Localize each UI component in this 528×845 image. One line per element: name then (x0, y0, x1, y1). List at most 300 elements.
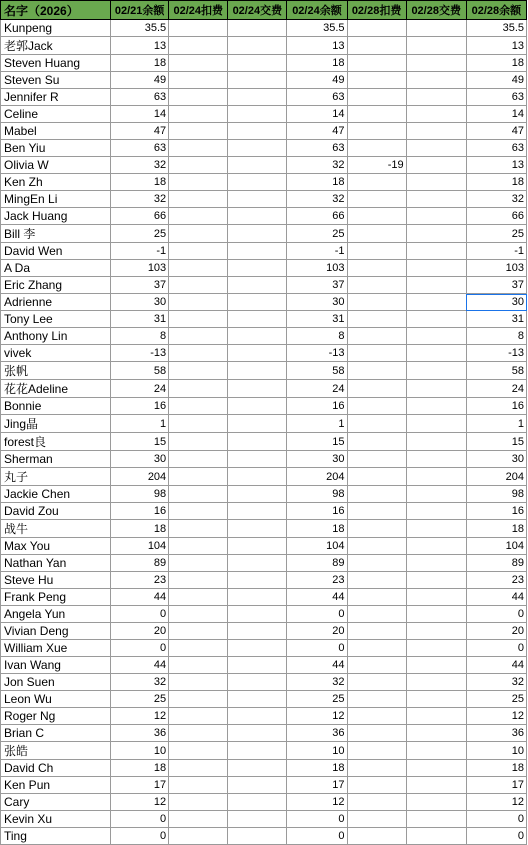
cell-0228-balance[interactable]: 8 (466, 328, 526, 345)
cell-0228-balance[interactable]: 15 (466, 433, 526, 451)
cell-0228-charge[interactable] (347, 657, 406, 674)
cell-0224-balance[interactable]: 13 (287, 37, 347, 55)
cell-0228-payment[interactable] (406, 55, 466, 72)
cell-0228-balance[interactable]: 13 (466, 37, 526, 55)
cell-0224-charge[interactable] (169, 157, 228, 174)
cell-0224-payment[interactable] (228, 433, 287, 451)
cell-name[interactable]: Olivia W (1, 157, 111, 174)
cell-name[interactable]: 丸子 (1, 468, 111, 486)
cell-0224-charge[interactable] (169, 657, 228, 674)
cell-0228-balance[interactable]: 23 (466, 572, 526, 589)
cell-name[interactable]: Kunpeng (1, 20, 111, 37)
cell-0228-charge[interactable] (347, 260, 406, 277)
cell-0224-balance[interactable]: 37 (287, 277, 347, 294)
cell-0221-balance[interactable]: 13 (111, 37, 169, 55)
cell-0224-balance[interactable]: 18 (287, 520, 347, 538)
cell-0228-charge[interactable] (347, 572, 406, 589)
header-name[interactable]: 名字（2026） (1, 1, 111, 20)
cell-0221-balance[interactable]: 44 (111, 589, 169, 606)
cell-name[interactable]: Jing晶 (1, 415, 111, 433)
cell-0228-payment[interactable] (406, 260, 466, 277)
cell-name[interactable]: Kevin Xu (1, 811, 111, 828)
cell-name[interactable]: David Zou (1, 503, 111, 520)
cell-0228-balance[interactable]: 204 (466, 468, 526, 486)
cell-0224-payment[interactable] (228, 106, 287, 123)
cell-0224-payment[interactable] (228, 415, 287, 433)
cell-0224-charge[interactable] (169, 777, 228, 794)
cell-0224-charge[interactable] (169, 20, 228, 37)
cell-0228-balance[interactable]: 32 (466, 674, 526, 691)
cell-0224-balance[interactable]: 63 (287, 140, 347, 157)
cell-name[interactable]: Ken Zh (1, 174, 111, 191)
cell-0224-balance[interactable]: 14 (287, 106, 347, 123)
cell-0221-balance[interactable]: 16 (111, 398, 169, 415)
cell-0224-payment[interactable] (228, 398, 287, 415)
cell-0228-payment[interactable] (406, 742, 466, 760)
cell-0224-charge[interactable] (169, 362, 228, 380)
cell-0224-payment[interactable] (228, 260, 287, 277)
header-0224-payment[interactable]: 02/24交费 (228, 1, 287, 20)
cell-0228-balance[interactable]: 16 (466, 503, 526, 520)
cell-0228-payment[interactable] (406, 503, 466, 520)
cell-name[interactable]: Ivan Wang (1, 657, 111, 674)
cell-0224-balance[interactable]: 1 (287, 415, 347, 433)
cell-name[interactable]: Jackie Chen (1, 486, 111, 503)
cell-0224-balance[interactable]: 18 (287, 174, 347, 191)
cell-0228-payment[interactable] (406, 294, 466, 311)
cell-0228-charge[interactable] (347, 468, 406, 486)
cell-0228-payment[interactable] (406, 345, 466, 362)
cell-name[interactable]: 老郭Jack (1, 37, 111, 55)
cell-0228-charge[interactable] (347, 742, 406, 760)
cell-0228-balance[interactable]: 49 (466, 72, 526, 89)
cell-0228-charge[interactable] (347, 486, 406, 503)
cell-0228-balance[interactable]: 58 (466, 362, 526, 380)
cell-0221-balance[interactable]: 47 (111, 123, 169, 140)
cell-0228-charge[interactable] (347, 433, 406, 451)
cell-0221-balance[interactable]: 18 (111, 760, 169, 777)
cell-name[interactable]: Cary (1, 794, 111, 811)
cell-name[interactable]: David Ch (1, 760, 111, 777)
cell-0221-balance[interactable]: 0 (111, 811, 169, 828)
cell-0221-balance[interactable]: 66 (111, 208, 169, 225)
cell-name[interactable]: Eric Zhang (1, 277, 111, 294)
cell-0221-balance[interactable]: 31 (111, 311, 169, 328)
cell-0224-balance[interactable]: 0 (287, 828, 347, 845)
cell-0224-balance[interactable]: 31 (287, 311, 347, 328)
cell-0224-charge[interactable] (169, 311, 228, 328)
cell-0228-payment[interactable] (406, 37, 466, 55)
cell-name[interactable]: Tony Lee (1, 311, 111, 328)
cell-0221-balance[interactable]: 204 (111, 468, 169, 486)
cell-name[interactable]: Anthony Lin (1, 328, 111, 345)
cell-0224-balance[interactable]: 204 (287, 468, 347, 486)
cell-0228-balance[interactable]: 31 (466, 311, 526, 328)
cell-0224-charge[interactable] (169, 828, 228, 845)
cell-0224-balance[interactable]: 49 (287, 72, 347, 89)
cell-0224-payment[interactable] (228, 140, 287, 157)
cell-name[interactable]: Bill 李 (1, 225, 111, 243)
cell-0228-charge[interactable]: -19 (347, 157, 406, 174)
cell-0224-payment[interactable] (228, 362, 287, 380)
cell-name[interactable]: Frank Peng (1, 589, 111, 606)
cell-0228-charge[interactable] (347, 794, 406, 811)
cell-name[interactable]: Bonnie (1, 398, 111, 415)
cell-0228-charge[interactable] (347, 640, 406, 657)
cell-0221-balance[interactable]: 24 (111, 380, 169, 398)
cell-0224-payment[interactable] (228, 691, 287, 708)
cell-name[interactable]: Jon Suen (1, 674, 111, 691)
cell-0228-payment[interactable] (406, 538, 466, 555)
cell-0224-payment[interactable] (228, 640, 287, 657)
cell-0228-payment[interactable] (406, 777, 466, 794)
cell-0224-balance[interactable]: 32 (287, 157, 347, 174)
cell-0221-balance[interactable]: 10 (111, 742, 169, 760)
cell-0224-charge[interactable] (169, 140, 228, 157)
cell-0224-charge[interactable] (169, 294, 228, 311)
cell-0228-balance[interactable]: 47 (466, 123, 526, 140)
cell-0224-balance[interactable]: 18 (287, 760, 347, 777)
cell-0228-balance[interactable]: 37 (466, 277, 526, 294)
cell-0224-balance[interactable]: 66 (287, 208, 347, 225)
cell-0224-balance[interactable]: 58 (287, 362, 347, 380)
cell-0224-balance[interactable]: 98 (287, 486, 347, 503)
cell-0224-payment[interactable] (228, 208, 287, 225)
cell-0228-charge[interactable] (347, 674, 406, 691)
cell-0224-payment[interactable] (228, 742, 287, 760)
cell-name[interactable]: Angela Yun (1, 606, 111, 623)
cell-0224-balance[interactable]: -13 (287, 345, 347, 362)
cell-name[interactable]: 战牛 (1, 520, 111, 538)
cell-0221-balance[interactable]: 0 (111, 640, 169, 657)
cell-0224-payment[interactable] (228, 760, 287, 777)
cell-0224-charge[interactable] (169, 174, 228, 191)
cell-0224-payment[interactable] (228, 828, 287, 845)
cell-name[interactable]: Roger Ng (1, 708, 111, 725)
cell-0228-payment[interactable] (406, 328, 466, 345)
cell-0224-charge[interactable] (169, 72, 228, 89)
cell-0224-payment[interactable] (228, 486, 287, 503)
cell-0224-balance[interactable]: 23 (287, 572, 347, 589)
cell-0228-payment[interactable] (406, 415, 466, 433)
cell-0224-charge[interactable] (169, 811, 228, 828)
cell-0221-balance[interactable]: 35.5 (111, 20, 169, 37)
cell-0221-balance[interactable]: 12 (111, 708, 169, 725)
cell-name[interactable]: Steven Huang (1, 55, 111, 72)
cell-0224-payment[interactable] (228, 555, 287, 572)
cell-0221-balance[interactable]: 103 (111, 260, 169, 277)
cell-0228-charge[interactable] (347, 328, 406, 345)
cell-0224-payment[interactable] (228, 811, 287, 828)
cell-name[interactable]: 张帆 (1, 362, 111, 380)
cell-name[interactable]: Max You (1, 538, 111, 555)
cell-0224-charge[interactable] (169, 708, 228, 725)
cell-0224-charge[interactable] (169, 37, 228, 55)
cell-0228-charge[interactable] (347, 538, 406, 555)
cell-0228-balance[interactable]: -1 (466, 243, 526, 260)
cell-0228-charge[interactable] (347, 140, 406, 157)
cell-0224-payment[interactable] (228, 572, 287, 589)
cell-0228-charge[interactable] (347, 589, 406, 606)
header-0228-payment[interactable]: 02/28交费 (406, 1, 466, 20)
cell-0224-payment[interactable] (228, 174, 287, 191)
cell-0228-charge[interactable] (347, 191, 406, 208)
cell-0228-payment[interactable] (406, 225, 466, 243)
cell-0224-charge[interactable] (169, 742, 228, 760)
cell-name[interactable]: Celine (1, 106, 111, 123)
cell-0224-balance[interactable]: 0 (287, 606, 347, 623)
cell-0228-payment[interactable] (406, 123, 466, 140)
cell-0228-balance[interactable]: 18 (466, 520, 526, 538)
cell-0228-payment[interactable] (406, 451, 466, 468)
cell-name[interactable]: Steve Hu (1, 572, 111, 589)
cell-0228-payment[interactable] (406, 811, 466, 828)
cell-name[interactable]: Ting (1, 828, 111, 845)
cell-0228-charge[interactable] (347, 451, 406, 468)
cell-0221-balance[interactable]: 0 (111, 828, 169, 845)
cell-0221-balance[interactable]: 25 (111, 225, 169, 243)
cell-0228-charge[interactable] (347, 72, 406, 89)
cell-0221-balance[interactable]: 30 (111, 451, 169, 468)
cell-0224-payment[interactable] (228, 623, 287, 640)
cell-0224-balance[interactable]: 89 (287, 555, 347, 572)
cell-0221-balance[interactable]: 32 (111, 674, 169, 691)
cell-0224-charge[interactable] (169, 328, 228, 345)
cell-0224-charge[interactable] (169, 760, 228, 777)
cell-0228-balance[interactable]: 35.5 (466, 20, 526, 37)
cell-0224-payment[interactable] (228, 89, 287, 106)
cell-0228-balance[interactable]: 1 (466, 415, 526, 433)
cell-0228-charge[interactable] (347, 828, 406, 845)
cell-0228-payment[interactable] (406, 433, 466, 451)
cell-0228-charge[interactable] (347, 123, 406, 140)
cell-name[interactable]: vivek (1, 345, 111, 362)
header-0224-balance[interactable]: 02/24余额 (287, 1, 347, 20)
cell-name[interactable]: Ben Yiu (1, 140, 111, 157)
cell-0224-charge[interactable] (169, 606, 228, 623)
cell-0224-payment[interactable] (228, 55, 287, 72)
cell-0224-balance[interactable]: 104 (287, 538, 347, 555)
cell-name[interactable]: Steven Su (1, 72, 111, 89)
cell-0228-payment[interactable] (406, 640, 466, 657)
cell-0224-charge[interactable] (169, 503, 228, 520)
cell-0224-charge[interactable] (169, 89, 228, 106)
cell-0224-payment[interactable] (228, 606, 287, 623)
cell-0224-charge[interactable] (169, 225, 228, 243)
cell-0224-balance[interactable]: 0 (287, 640, 347, 657)
cell-0228-balance[interactable]: 63 (466, 89, 526, 106)
cell-0224-payment[interactable] (228, 674, 287, 691)
cell-0228-balance[interactable]: 63 (466, 140, 526, 157)
cell-0228-balance[interactable]: 0 (466, 606, 526, 623)
cell-0224-charge[interactable] (169, 345, 228, 362)
cell-0224-charge[interactable] (169, 415, 228, 433)
cell-name[interactable]: William Xue (1, 640, 111, 657)
header-0224-charge[interactable]: 02/24扣费 (169, 1, 228, 20)
cell-0221-balance[interactable]: 18 (111, 174, 169, 191)
cell-0228-charge[interactable] (347, 811, 406, 828)
cell-0228-charge[interactable] (347, 243, 406, 260)
cell-0228-payment[interactable] (406, 398, 466, 415)
cell-name[interactable]: Adrienne (1, 294, 111, 311)
cell-0228-payment[interactable] (406, 89, 466, 106)
cell-0224-charge[interactable] (169, 572, 228, 589)
cell-0224-charge[interactable] (169, 520, 228, 538)
cell-0228-payment[interactable] (406, 468, 466, 486)
cell-0224-balance[interactable]: 30 (287, 451, 347, 468)
cell-name[interactable]: Leon Wu (1, 691, 111, 708)
cell-0228-payment[interactable] (406, 657, 466, 674)
cell-0224-balance[interactable]: 25 (287, 691, 347, 708)
cell-0224-charge[interactable] (169, 106, 228, 123)
cell-0221-balance[interactable]: 25 (111, 691, 169, 708)
cell-0224-balance[interactable]: 10 (287, 742, 347, 760)
cell-0221-balance[interactable]: 89 (111, 555, 169, 572)
cell-0228-balance[interactable]: 25 (466, 225, 526, 243)
cell-0224-payment[interactable] (228, 725, 287, 742)
cell-name[interactable]: MingEn Li (1, 191, 111, 208)
cell-0228-payment[interactable] (406, 606, 466, 623)
cell-0224-payment[interactable] (228, 328, 287, 345)
cell-0228-balance[interactable]: 16 (466, 398, 526, 415)
cell-0224-balance[interactable]: 8 (287, 328, 347, 345)
cell-0228-payment[interactable] (406, 243, 466, 260)
cell-0221-balance[interactable]: 16 (111, 503, 169, 520)
cell-0221-balance[interactable]: -1 (111, 243, 169, 260)
cell-name[interactable]: Brian C (1, 725, 111, 742)
cell-0224-payment[interactable] (228, 777, 287, 794)
cell-0224-balance[interactable]: 20 (287, 623, 347, 640)
cell-name[interactable]: Sherman (1, 451, 111, 468)
cell-0228-balance[interactable]: 25 (466, 691, 526, 708)
cell-0228-charge[interactable] (347, 708, 406, 725)
cell-0228-payment[interactable] (406, 589, 466, 606)
cell-0221-balance[interactable]: 104 (111, 538, 169, 555)
cell-0228-payment[interactable] (406, 725, 466, 742)
cell-0228-charge[interactable] (347, 555, 406, 572)
cell-0224-balance[interactable]: 17 (287, 777, 347, 794)
cell-0224-balance[interactable]: 0 (287, 811, 347, 828)
cell-0221-balance[interactable]: 1 (111, 415, 169, 433)
cell-0228-payment[interactable] (406, 157, 466, 174)
cell-0228-payment[interactable] (406, 572, 466, 589)
cell-0228-payment[interactable] (406, 623, 466, 640)
cell-0228-balance[interactable]: 20 (466, 623, 526, 640)
cell-0228-charge[interactable] (347, 415, 406, 433)
cell-0228-balance[interactable]: 12 (466, 708, 526, 725)
cell-0224-charge[interactable] (169, 260, 228, 277)
cell-0228-payment[interactable] (406, 555, 466, 572)
cell-name[interactable]: A Da (1, 260, 111, 277)
cell-0228-payment[interactable] (406, 520, 466, 538)
cell-0221-balance[interactable]: 30 (111, 294, 169, 311)
cell-0228-balance[interactable]: 10 (466, 742, 526, 760)
cell-0228-balance[interactable]: 30 (466, 451, 526, 468)
cell-0224-balance[interactable]: 103 (287, 260, 347, 277)
cell-0228-payment[interactable] (406, 140, 466, 157)
cell-0221-balance[interactable]: 63 (111, 140, 169, 157)
cell-0221-balance[interactable]: 36 (111, 725, 169, 742)
cell-0224-payment[interactable] (228, 708, 287, 725)
cell-0224-payment[interactable] (228, 277, 287, 294)
cell-0228-charge[interactable] (347, 777, 406, 794)
cell-0224-balance[interactable]: 15 (287, 433, 347, 451)
cell-0228-balance[interactable]: 0 (466, 828, 526, 845)
cell-0228-balance[interactable]: 24 (466, 380, 526, 398)
cell-0228-charge[interactable] (347, 174, 406, 191)
cell-0224-charge[interactable] (169, 555, 228, 572)
cell-0224-payment[interactable] (228, 380, 287, 398)
cell-0224-charge[interactable] (169, 468, 228, 486)
cell-0224-payment[interactable] (228, 503, 287, 520)
cell-0228-balance[interactable]: 0 (466, 811, 526, 828)
cell-0224-balance[interactable]: 63 (287, 89, 347, 106)
cell-0228-charge[interactable] (347, 398, 406, 415)
cell-0228-charge[interactable] (347, 89, 406, 106)
cell-0228-balance[interactable]: 12 (466, 794, 526, 811)
cell-0228-payment[interactable] (406, 72, 466, 89)
cell-0224-balance[interactable]: 16 (287, 398, 347, 415)
cell-0228-balance[interactable]: 44 (466, 657, 526, 674)
cell-0224-charge[interactable] (169, 243, 228, 260)
cell-0224-payment[interactable] (228, 451, 287, 468)
cell-name[interactable]: 张皓 (1, 742, 111, 760)
cell-0228-payment[interactable] (406, 674, 466, 691)
cell-name[interactable]: Jennifer R (1, 89, 111, 106)
cell-0224-balance[interactable]: 16 (287, 503, 347, 520)
cell-0228-charge[interactable] (347, 208, 406, 225)
cell-0224-charge[interactable] (169, 191, 228, 208)
cell-0228-balance[interactable]: 98 (466, 486, 526, 503)
cell-0228-payment[interactable] (406, 380, 466, 398)
cell-0228-balance[interactable]: 18 (466, 174, 526, 191)
cell-0228-charge[interactable] (347, 606, 406, 623)
cell-0228-charge[interactable] (347, 277, 406, 294)
cell-0221-balance[interactable]: 63 (111, 89, 169, 106)
cell-0228-balance[interactable]: 30 (466, 294, 526, 311)
cell-0221-balance[interactable]: 15 (111, 433, 169, 451)
cell-0221-balance[interactable]: 44 (111, 657, 169, 674)
cell-0228-payment[interactable] (406, 208, 466, 225)
cell-0221-balance[interactable]: 98 (111, 486, 169, 503)
cell-0224-charge[interactable] (169, 725, 228, 742)
cell-name[interactable]: Vivian Deng (1, 623, 111, 640)
cell-0228-balance[interactable]: 89 (466, 555, 526, 572)
cell-0228-balance[interactable]: 32 (466, 191, 526, 208)
cell-0224-balance[interactable]: 12 (287, 708, 347, 725)
cell-0228-balance[interactable]: 18 (466, 760, 526, 777)
cell-0228-payment[interactable] (406, 362, 466, 380)
cell-name[interactable]: 花花Adeline (1, 380, 111, 398)
cell-0228-charge[interactable] (347, 106, 406, 123)
cell-0224-payment[interactable] (228, 157, 287, 174)
cell-0228-payment[interactable] (406, 794, 466, 811)
cell-0224-charge[interactable] (169, 451, 228, 468)
cell-0224-charge[interactable] (169, 398, 228, 415)
cell-0228-balance[interactable]: 103 (466, 260, 526, 277)
cell-0224-balance[interactable]: 35.5 (287, 20, 347, 37)
cell-0228-payment[interactable] (406, 106, 466, 123)
cell-0228-balance[interactable]: 17 (466, 777, 526, 794)
cell-0224-balance[interactable]: 32 (287, 674, 347, 691)
cell-0224-balance[interactable]: 24 (287, 380, 347, 398)
cell-0224-payment[interactable] (228, 294, 287, 311)
cell-0228-balance[interactable]: 66 (466, 208, 526, 225)
cell-name[interactable]: Ken Pun (1, 777, 111, 794)
cell-0224-payment[interactable] (228, 794, 287, 811)
cell-0224-charge[interactable] (169, 486, 228, 503)
cell-0228-charge[interactable] (347, 725, 406, 742)
